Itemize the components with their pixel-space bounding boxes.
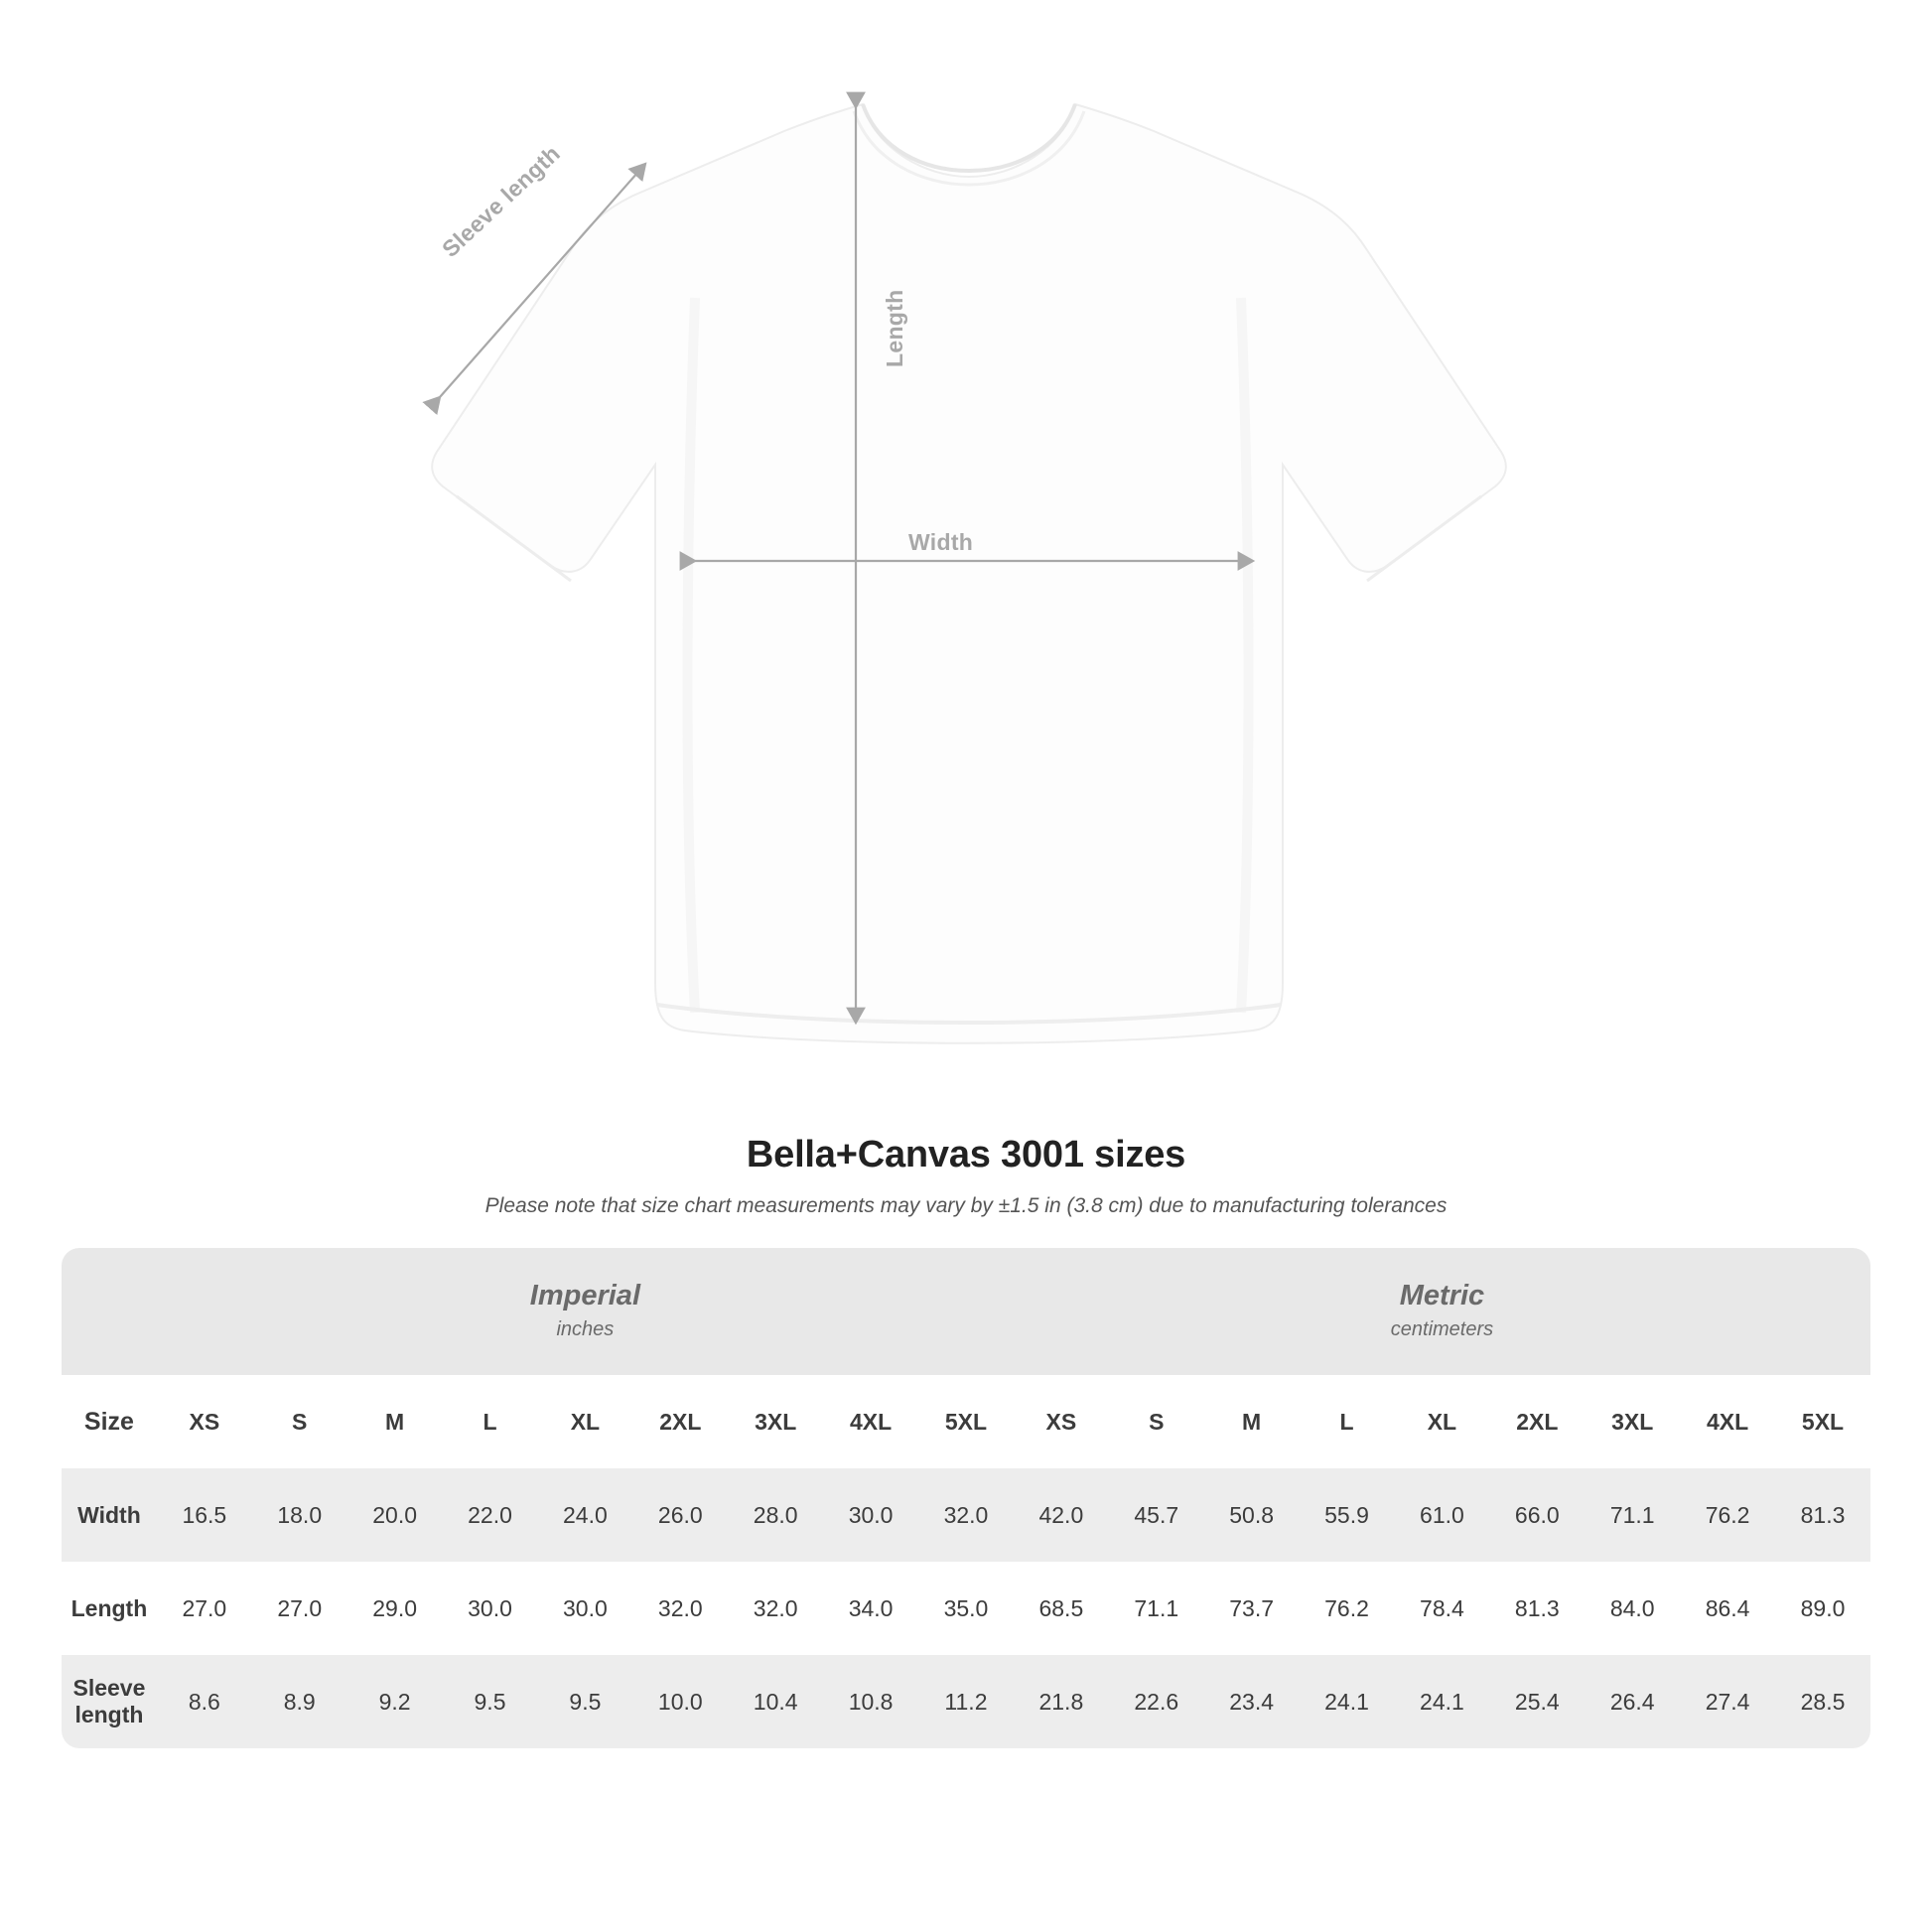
cell-length-8: 35.0 [918, 1562, 1014, 1655]
size-col-10: S [1109, 1375, 1204, 1468]
cell-sleeve-12: 24.1 [1300, 1655, 1395, 1748]
cell-length-10: 71.1 [1109, 1562, 1204, 1655]
size-col-4: XL [537, 1375, 632, 1468]
cell-width-1: 18.0 [252, 1468, 347, 1562]
sleeve-length-label: Sleeve length [437, 140, 566, 263]
cell-length-5: 32.0 [632, 1562, 728, 1655]
row-label-length: Length [62, 1562, 157, 1655]
cell-length-16: 86.4 [1680, 1562, 1775, 1655]
cell-width-13: 61.0 [1394, 1468, 1489, 1562]
size-col-5: 2XL [632, 1375, 728, 1468]
unit-group-imperial [157, 1248, 1014, 1375]
size-col-13: XL [1394, 1375, 1489, 1468]
cell-sleeve-15: 26.4 [1585, 1655, 1680, 1748]
cell-width-12: 55.9 [1300, 1468, 1395, 1562]
length-label: Length [882, 289, 907, 367]
cell-sleeve-11: 23.4 [1204, 1655, 1300, 1748]
cell-length-12: 76.2 [1300, 1562, 1395, 1655]
cell-length-3: 30.0 [443, 1562, 538, 1655]
size-col-8: 5XL [918, 1375, 1014, 1468]
table-row [62, 1655, 1870, 1748]
cell-length-1: 27.0 [252, 1562, 347, 1655]
cell-sleeve-13: 24.1 [1394, 1655, 1489, 1748]
table-row [62, 1468, 1870, 1562]
unit-corner-cell [62, 1248, 157, 1375]
unit-group-metric [1014, 1248, 1870, 1375]
cell-sleeve-7: 10.8 [823, 1655, 918, 1748]
size-col-1: S [252, 1375, 347, 1468]
page-title: Bella+Canvas 3001 sizes [746, 1134, 1186, 1175]
cell-length-13: 78.4 [1394, 1562, 1489, 1655]
size-table-container [62, 1248, 1870, 1748]
cell-sleeve-9: 21.8 [1014, 1655, 1109, 1748]
width-label: Width [908, 529, 974, 555]
unit-group-metric-name: Metric [1399, 1279, 1485, 1311]
cell-length-4: 30.0 [537, 1562, 632, 1655]
cell-length-15: 84.0 [1585, 1562, 1680, 1655]
cell-width-14: 66.0 [1489, 1468, 1585, 1562]
cell-width-15: 71.1 [1585, 1468, 1680, 1562]
size-col-3: L [443, 1375, 538, 1468]
size-col-15: 3XL [1585, 1375, 1680, 1468]
cell-sleeve-16: 27.4 [1680, 1655, 1775, 1748]
size-col-12: L [1300, 1375, 1395, 1468]
cell-sleeve-6: 10.4 [728, 1655, 823, 1748]
unit-group-imperial-name: Imperial [529, 1279, 640, 1311]
cell-length-9: 68.5 [1014, 1562, 1109, 1655]
cell-width-10: 45.7 [1109, 1468, 1204, 1562]
size-col-2: M [347, 1375, 443, 1468]
cell-width-17: 81.3 [1775, 1468, 1870, 1562]
cell-sleeve-1: 8.9 [252, 1655, 347, 1748]
size-col-14: 2XL [1489, 1375, 1585, 1468]
cell-length-2: 29.0 [347, 1562, 443, 1655]
cell-length-7: 34.0 [823, 1562, 918, 1655]
cell-sleeve-17: 28.5 [1775, 1655, 1870, 1748]
row-label-sleeve-length: Sleeve length [62, 1655, 157, 1748]
cell-width-16: 76.2 [1680, 1468, 1775, 1562]
unit-header-row [62, 1248, 1870, 1375]
tolerance-note: Please note that size chart measurements may vary by ±1.5 in (3.8 cm) due to manufacturing tolerances [484, 1194, 1448, 1217]
size-col-16: 4XL [1680, 1375, 1775, 1468]
cell-sleeve-10: 22.6 [1109, 1655, 1204, 1748]
cell-sleeve-8: 11.2 [918, 1655, 1014, 1748]
cell-sleeve-14: 25.4 [1489, 1655, 1585, 1748]
cell-length-14: 81.3 [1489, 1562, 1585, 1655]
cell-width-9: 42.0 [1014, 1468, 1109, 1562]
cell-width-6: 28.0 [728, 1468, 823, 1562]
cell-length-0: 27.0 [157, 1562, 252, 1655]
cell-width-7: 30.0 [823, 1468, 918, 1562]
size-table [62, 1248, 1870, 1748]
unit-group-imperial-sub: inches [556, 1318, 615, 1341]
cell-sleeve-2: 9.2 [347, 1655, 443, 1748]
row-header-size: Size [62, 1375, 157, 1468]
cell-width-5: 26.0 [632, 1468, 728, 1562]
size-col-9: XS [1014, 1375, 1109, 1468]
size-col-6: 3XL [728, 1375, 823, 1468]
row-label-width: Width [62, 1468, 157, 1562]
cell-width-11: 50.8 [1204, 1468, 1300, 1562]
cell-sleeve-3: 9.5 [443, 1655, 538, 1748]
cell-width-0: 16.5 [157, 1468, 252, 1562]
cell-width-3: 22.0 [443, 1468, 538, 1562]
unit-group-metric-sub: centimeters [1390, 1318, 1494, 1341]
cell-width-8: 32.0 [918, 1468, 1014, 1562]
cell-sleeve-4: 9.5 [537, 1655, 632, 1748]
cell-length-6: 32.0 [728, 1562, 823, 1655]
cell-sleeve-0: 8.6 [157, 1655, 252, 1748]
size-col-11: M [1204, 1375, 1300, 1468]
tshirt-shape [432, 104, 1506, 1043]
table-row [62, 1562, 1870, 1655]
size-col-0: XS [157, 1375, 252, 1468]
size-col-7: 4XL [823, 1375, 918, 1468]
cell-width-4: 24.0 [537, 1468, 632, 1562]
title-block [0, 1134, 1932, 1218]
size-col-17: 5XL [1775, 1375, 1870, 1468]
cell-width-2: 20.0 [347, 1468, 443, 1562]
size-header-row [62, 1375, 1870, 1468]
cell-sleeve-5: 10.0 [632, 1655, 728, 1748]
cell-length-17: 89.0 [1775, 1562, 1870, 1655]
cell-length-11: 73.7 [1204, 1562, 1300, 1655]
